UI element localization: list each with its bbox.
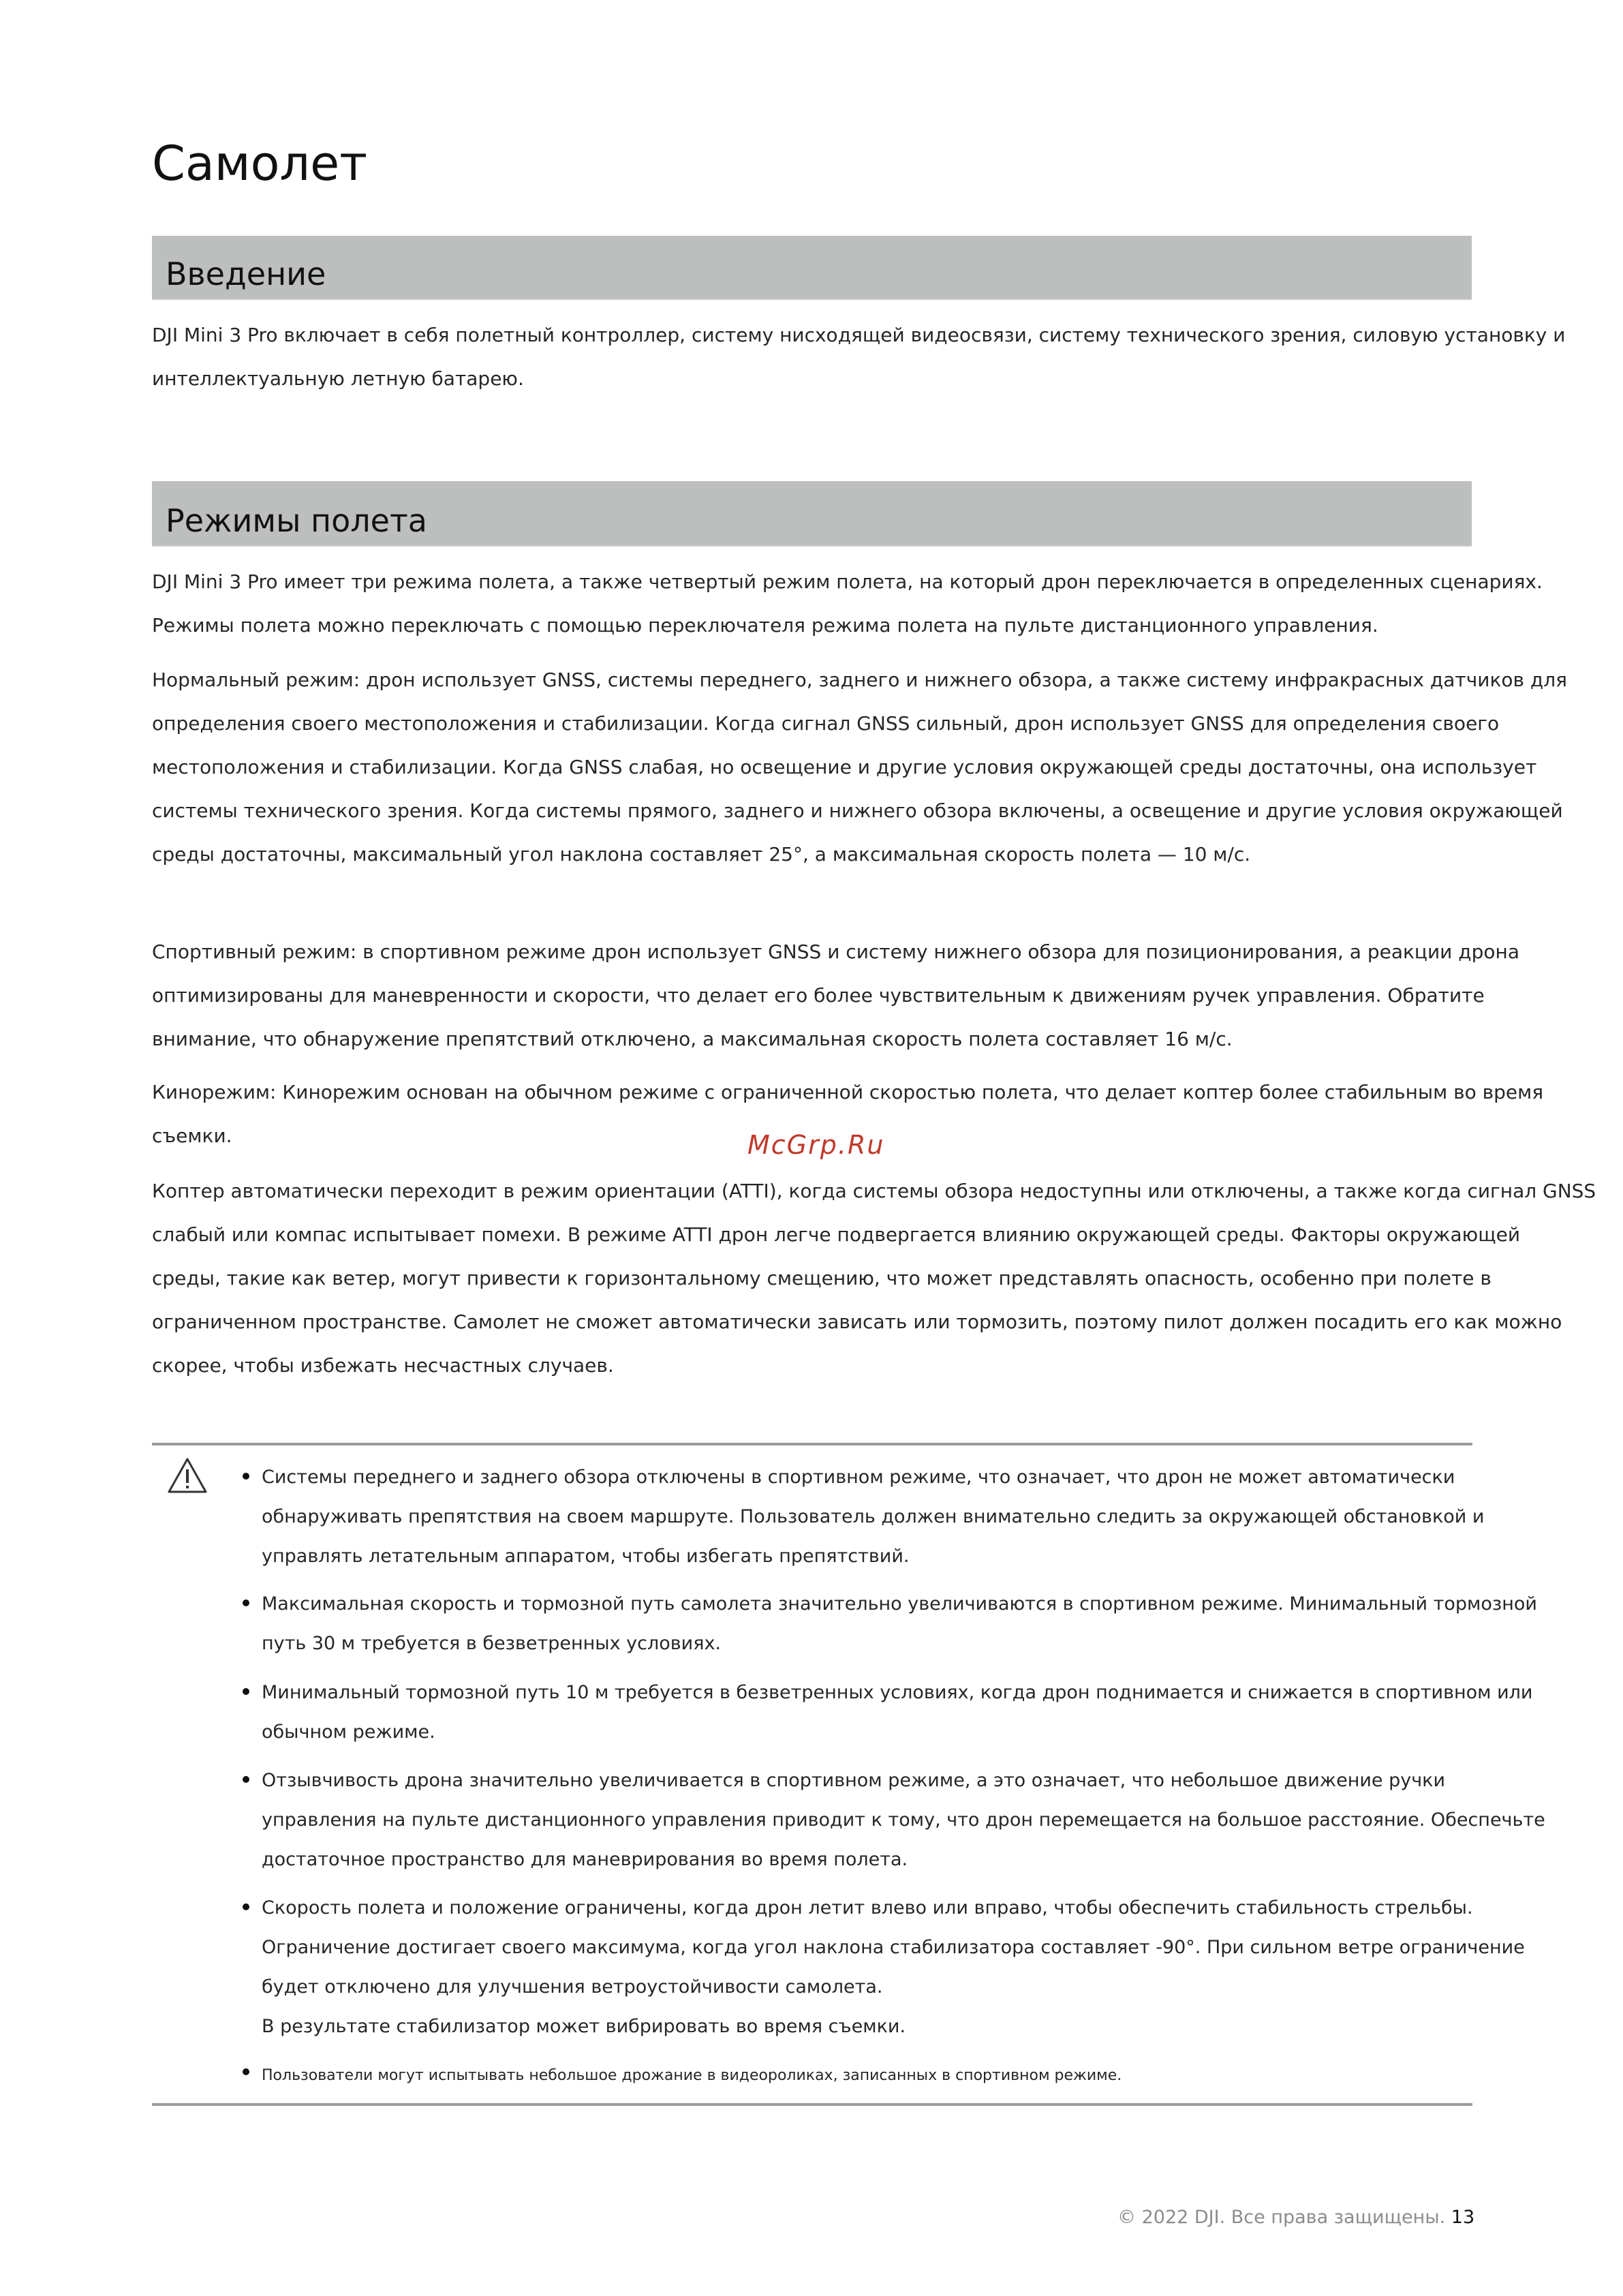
text-line: Скорость полета и положение ограничены, когда дрон летит влево или вправо, чтобы обеспечить стабильность стрельбы. <box>262 1897 1473 1918</box>
normal-mode-paragraph <box>152 658 1567 876</box>
text-line: Коптер автоматически переходит в режим ориентации (ATTI), когда системы обзора недоступны или отключены, а также когда сигнал GNSS <box>152 1180 1596 1202</box>
section-title-modes: Режимы полета <box>166 502 427 539</box>
text-line: Кинорежим: Кинорежим основан на обычном режиме с ограниченной скоростью полета, что делает коптер более стабильным во время <box>152 1081 1544 1103</box>
text-line: съемки. <box>152 1124 232 1147</box>
text-line: среды, такие как ветер, могут привести к горизонтальному смещению, что может представлять опасность, особенно при полете в <box>152 1267 1491 1289</box>
warning-bottom-rule <box>152 2103 1472 2106</box>
text-line: Минимальный тормозной путь 10 м требуется в безветренных условиях, когда дрон поднимается и снижается в спортивном или <box>262 1682 1533 1703</box>
text-line: системы технического зрения. Когда системы прямого, заднего и нижнего обзора включены, а освещение и другие условия окружающей <box>152 799 1563 822</box>
text-line: достаточное пространство для маневрирования во время полета. <box>262 1849 908 1870</box>
text-line: Ограничение достигает своего максимума, когда угол наклона стабилизатора составляет -90°. При сильном ветре ограничение <box>262 1937 1525 1958</box>
text-line: Системы переднего и заднего обзора отключены в спортивном режиме, что означает, что дрон не может автоматически <box>262 1467 1455 1488</box>
warning-triangle-icon <box>167 1457 208 1494</box>
copyright-text: © 2022 DJI. Все права защищены. <box>1117 2207 1446 2228</box>
text-line: обычном режиме. <box>262 1721 435 1743</box>
text-line: DJI Mini 3 Pro включает в себя полетный контроллер, систему нисходящей видеосвязи, систему технического зрения, силовую установку и <box>152 324 1566 346</box>
intro-paragraph <box>152 313 1566 401</box>
text-line: Максимальная скорость и тормозной путь самолета значительно увеличиваются в спортивном режиме. Минимальный тормозной <box>262 1593 1537 1614</box>
warning-item <box>240 2056 1480 2096</box>
bullet-icon <box>243 1776 249 1783</box>
text-line: Отзывчивость дрона значительно увеличивается в спортивном режиме, а это означает, что небольшое движение ручки <box>262 1770 1446 1791</box>
bullet-icon <box>243 2068 249 2075</box>
text-line: внимание, что обнаружение препятствий отключено, а максимальная скорость полета составляет 16 м/с. <box>152 1028 1233 1050</box>
watermark: McGrp.Ru <box>747 1130 885 1160</box>
bullet-icon <box>243 1688 249 1695</box>
modes-intro-paragraph <box>152 560 1543 647</box>
text-line: оптимизированы для маневренности и скорости, что делает его более чувствительным к движениям ручек управления. Обратите <box>152 984 1485 1007</box>
text-line: путь 30 м требуется в безветренных условиях. <box>262 1633 722 1654</box>
text-line: обнаруживать препятствия на своем маршруте. Пользователь должен внимательно следить за окружающей обстановкой и <box>262 1506 1485 1527</box>
warning-item <box>240 1585 1537 1664</box>
text-line: слабый или компас испытывает помехи. В режиме ATTI дрон легче подвергается влиянию окружающей среды. Факторы окружающей <box>152 1223 1521 1246</box>
page-title: Самолет <box>152 136 367 192</box>
page-footer <box>1117 2207 1474 2228</box>
text-line: Пользователи могут испытывать небольшое дрожание в видеороликах, записанных в спортивном режиме. <box>262 2067 1122 2084</box>
text-line: среды достаточны, максимальный угол наклона составляет 25°, а максимальная скорость полета — 10 м/с. <box>152 843 1251 866</box>
text-line: DJI Mini 3 Pro имеет три режима полета, а также четвертый режим полета, на который дрон переключается в определенных сценариях. <box>152 570 1543 593</box>
text-line: интеллектуальную летную батарею. <box>152 367 524 390</box>
text-line: Нормальный режим: дрон использует GNSS, системы переднего, заднего и нижнего обзора, а также систему инфракрасных датчиков для <box>152 669 1567 691</box>
warning-item <box>240 1761 1545 1880</box>
sport-mode-paragraph <box>152 930 1520 1061</box>
page-number: 13 <box>1451 2207 1475 2228</box>
section-title-intro: Введение <box>166 256 326 292</box>
warning-item <box>240 1458 1485 1576</box>
bullet-icon <box>243 1599 249 1606</box>
text-line: управлять летательным аппаратом, чтобы избегать препятствий. <box>262 1546 910 1567</box>
text-line: скорее, чтобы избежать несчастных случаев. <box>152 1354 614 1377</box>
text-line: управления на пульте дистанционного управления приводит к тому, что дрон перемещается на большое расстояние. Обеспечьте <box>262 1809 1545 1831</box>
warning-top-rule <box>152 1443 1472 1445</box>
text-line: В результате стабилизатор может вибрировать во время съемки. <box>262 2016 906 2037</box>
warning-item <box>240 1673 1533 1752</box>
bullet-icon <box>243 1903 249 1910</box>
text-line: Спортивный режим: в спортивном режиме дрон использует GNSS и систему нижнего обзора для позиционирования, а реакции дрона <box>152 940 1520 963</box>
section-header-modes <box>152 481 1472 547</box>
text-line: будет отключено для улучшения ветроустойчивости самолета. <box>262 1976 883 1997</box>
atti-mode-paragraph <box>152 1169 1596 1388</box>
text-line: местоположения и стабилизации. Когда GNSS слабая, но освещение и другие условия окружающей среды достаточны, она использует <box>152 756 1537 778</box>
text-line: определения своего местоположения и стабилизации. Когда сигнал GNSS сильный, дрон использует GNSS для определения своего <box>152 712 1500 735</box>
warning-item <box>240 1888 1525 2047</box>
text-line: Режимы полета можно переключать с помощью переключателя режима полета на пульте дистанционного управления. <box>152 614 1378 637</box>
text-line: ограниченном пространстве. Самолет не сможет автоматически зависать или тормозить, поэтому пилот должен посадить его как можно <box>152 1311 1562 1333</box>
bullet-icon <box>243 1473 249 1480</box>
section-header-intro <box>152 236 1472 300</box>
